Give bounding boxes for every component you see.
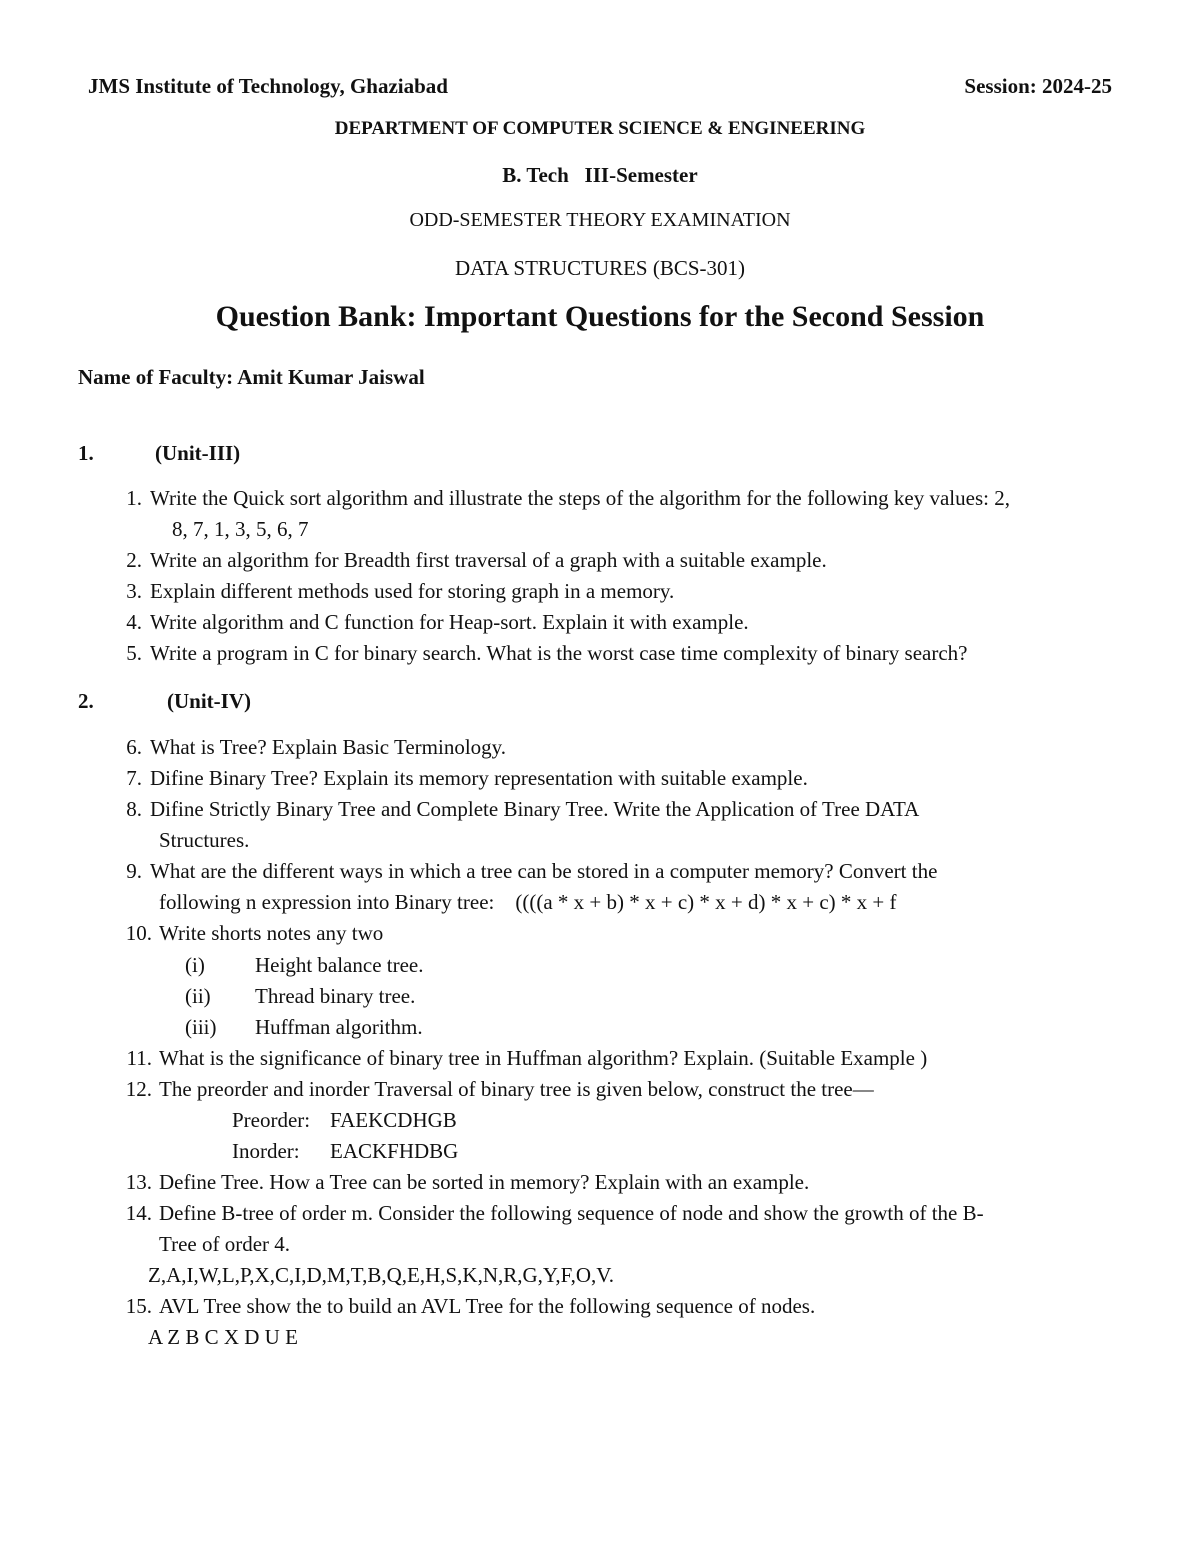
question-text: Difine Strictly Binary Tree and Complete Binary Tree. Write the Application of Tree DATA [150,797,920,821]
subitem-label: (i) [185,953,205,977]
question-number: 4. [126,610,142,634]
question-number: 6. [126,735,142,759]
traversal-label: Inorder: [232,1139,300,1163]
question-number: 7. [126,766,142,790]
node-sequence: A Z B C X D U E [148,1325,298,1349]
traversal-value: EACKFHDBG [330,1139,459,1163]
question-number: 5. [126,641,142,665]
question-text: Write algorithm and C function for Heap-sort. Explain it with example. [150,610,749,634]
exam-label: ODD-SEMESTER THEORY EXAMINATION [409,209,791,231]
subitem-text: Thread binary tree. [255,984,416,1008]
question-text: Define B-tree of order m. Consider the following sequence of node and show the growth of the B- [159,1201,984,1225]
question-text: Define Tree. How a Tree can be sorted in memory? Explain with an example. [159,1170,810,1194]
subject-label: DATA STRUCTURES (BCS-301) [454,256,746,280]
question-text: Explain different methods used for storing graph in a memory. [150,579,675,603]
question-text: What is the significance of binary tree in Huffman algorithm? Explain. (Suitable Example ) [159,1046,928,1070]
subitem-label: (iii) [185,1015,217,1039]
question-text: Write an algorithm for Breadth first traversal of a graph with a suitable example. [150,548,827,572]
section-number: 2. [78,689,94,713]
page-title: Question Bank: Important Questions for the Second Session [215,300,985,333]
question-text: Write a program in C for binary search. What is the worst case time complexity of binary search? [150,641,968,665]
subitem-text: Height balance tree. [255,953,424,977]
section-heading: (Unit-III) [155,441,241,465]
question-text: Write the Quick sort algorithm and illustrate the steps of the algorithm for the following key values: 2, [150,486,1010,510]
question-text: AVL Tree show the to build an AVL Tree for the following sequence of nodes. [159,1294,816,1318]
question-number: 8. [126,797,142,821]
traversal-label: Preorder: [232,1108,311,1132]
question-text-continued: Structures. [159,828,250,852]
question-number: 9. [126,859,142,883]
question-number: 2. [126,548,142,572]
session-label: Session: 2024-25 [964,74,1112,98]
question-text: What is Tree? Explain Basic Terminology. [150,735,507,759]
question-text-continued: following n expression into Binary tree: ((((a * x + b) * x + c) * x + d) * x + c) * x + f [159,890,897,914]
question-text-continued: 8, 7, 1, 3, 5, 6, 7 [172,517,309,541]
question-number: 15. [125,1294,152,1318]
question-text: What are the different ways in which a tree can be stored in a computer memory? Convert the [150,859,938,883]
question-number: 11. [126,1046,152,1070]
subitem-label: (ii) [185,984,211,1008]
question-number: 12. [125,1077,152,1101]
question-text: Difine Binary Tree? Explain its memory representation with suitable example. [150,766,808,790]
institute-name: JMS Institute of Technology, Ghaziabad [88,74,448,98]
question-number: 14. [125,1201,152,1225]
program-label: B. Tech III-Semester [502,163,698,187]
traversal-value: FAEKCDHGB [330,1108,457,1132]
section-heading: (Unit-IV) [167,689,251,713]
section-number: 1. [78,441,94,465]
question-number: 10. [125,921,152,945]
question-number: 3. [126,579,142,603]
question-number: 13. [125,1170,152,1194]
question-text: The preorder and inorder Traversal of binary tree is given below, construct the tree— [159,1077,874,1101]
node-sequence: Z,A,I,W,L,P,X,C,I,D,M,T,B,Q,E,H,S,K,N,R,G,Y,F,O,V. [148,1263,615,1287]
question-number: 1. [126,486,142,510]
department-name: DEPARTMENT OF COMPUTER SCIENCE & ENGINEERING [334,118,866,139]
question-text-continued: Tree of order 4. [159,1232,291,1256]
faculty-name: Name of Faculty: Amit Kumar Jaiswal [78,365,425,389]
subitem-text: Huffman algorithm. [255,1015,423,1039]
question-text: Write shorts notes any two [159,921,384,945]
